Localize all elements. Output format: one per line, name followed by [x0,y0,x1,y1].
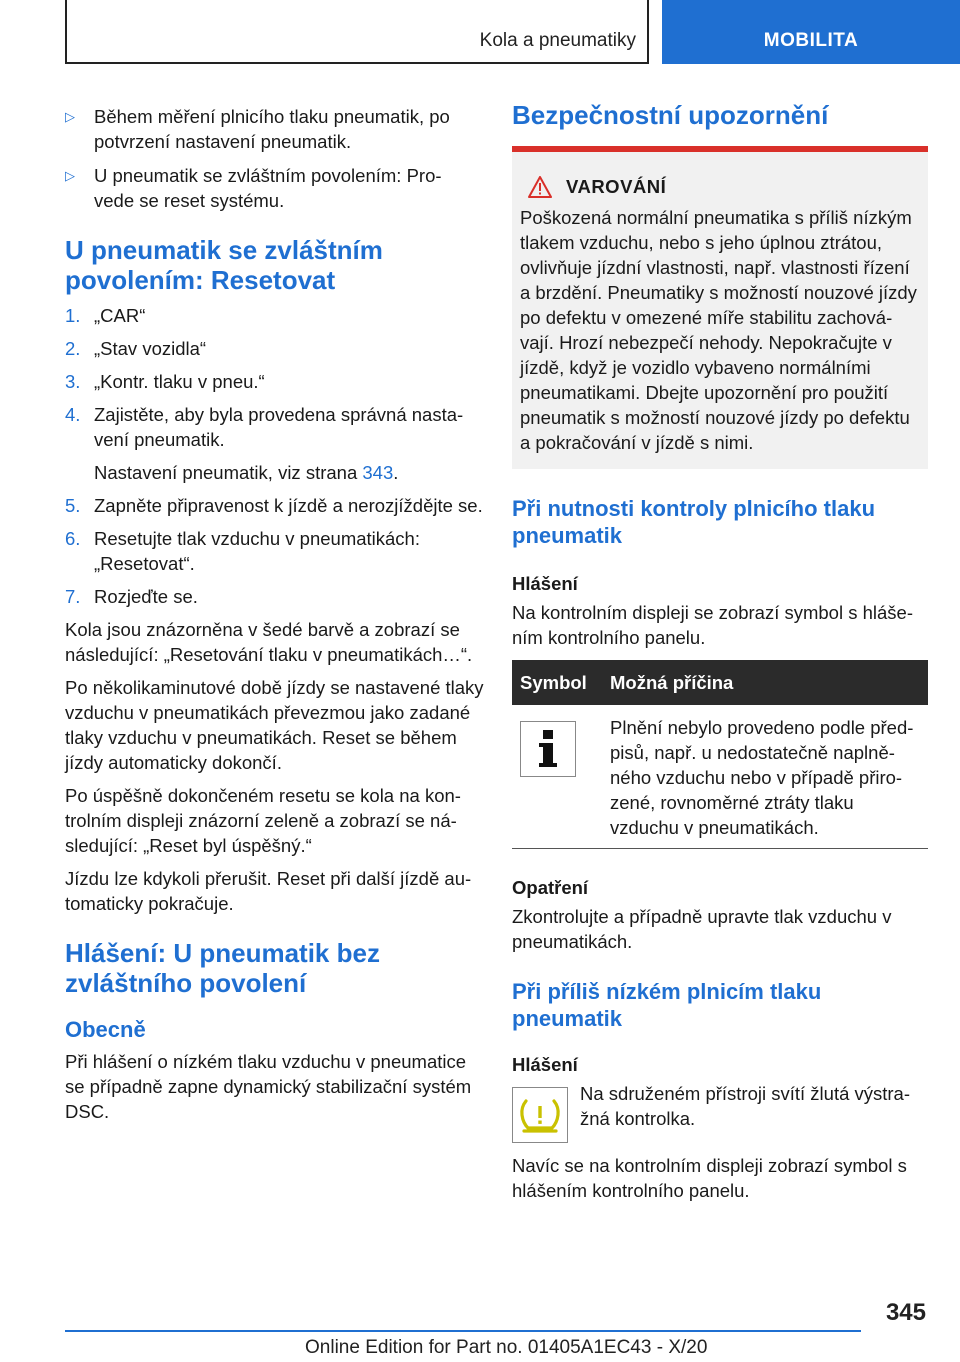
paragraph: Jízdu lze kdykoli přerušit. Reset při další jízdě au- tomaticky pokračuje. [65,868,472,914]
subsection-heading: Při nutnosti kontroly plnicího tlaku pneumatik [512,496,876,548]
footer-rule [65,1330,861,1332]
paragraph: Na kontrolním displeji se zobrazí symbol s hláše- ním kontrolního panelu. [512,602,913,648]
step-item: 4. Zajistěte, aby byla provedena správná nasta- vení pneumatik. Nastavení pneumatik, viz strana 343. [65,402,485,485]
warning-triangle-icon [528,176,552,198]
table-header-symbol: Symbol [512,660,602,705]
paragraph: Po úspěšně dokončeném resetu se kola na kon- trolním displeji znázorní zeleně a zobrazí se ná- sledující: „Reset byl úspěšný.“ [65,785,461,856]
paragraph: Při hlášení o nízkém tlaku vzduchu v pneumatice se případně zapne dynamický stabilizační systém DSC. [65,1051,472,1122]
section-heading: Hlášení: U pneumatik bez zvláštního povolení [65,938,380,998]
header-frame-right [647,0,649,64]
step-item: 6. Resetujte tlak vzduchu v pneumatikách: „Resetovat“. [65,528,420,574]
left-column [65,104,485,1132]
tyre-pressure-warning-icon [512,1087,568,1143]
step-item: 2. „Stav vozidla“ [65,338,207,359]
paragraph: Kola jsou znázorněna v šedé barvě a zobrazí se následující: „Resetování tlaku v pneumatikách…“. [65,619,473,665]
table-cell-cause: Plnění nebylo provedeno podle před- pisů, např. u nedostatečně naplně- ného vzduchu nebo v případě přiro- zené, rovnoměrné ztráty tlaku vzduchu v pneumatikách. [602,705,928,849]
triangle-bullet-icon: ▷ [65,168,75,183]
triangle-bullet-icon: ▷ [65,109,75,124]
warning-title: VAROVÁNÍ [566,176,667,197]
right-column [512,100,928,1211]
header-section-title: Kola a pneumatiky [479,30,636,51]
subsection-heading: Při příliš nízkém plnicím tlaku pneumatik [512,979,822,1031]
symbol-table [512,660,928,849]
page-number: 345 [885,1299,926,1326]
warning-text: Poškozená normální pneumatika s příliš nízkým tlakem vzduchu, nebo s jeho úplnou ztrátou, ovlivňuje jízdní vlastnosti, např. vlastnosti řízení a brzdění. Pneumatiky s možností nouzové jízdy po defektu v omezené míře stabilitu zachová- vají. Hrozí nebezpečí nehody. Nepokračujte v jízdě, když je vozidlo vybaveno normálními pneumatikami. Dbejte upozornění pro použití pneumatik s možností nouzové jízdy po defektu a pokračování v jízdě s nimi. [520,207,917,453]
action-label: Opatření [512,877,589,898]
steps-list [65,303,485,609]
step-item: 5. Zapněte připravenost k jízdě a nerozjíždějte se. [65,495,483,516]
header-frame-left [65,0,67,64]
bullet-item: ▷ U pneumatik se zvláštním povolením: Pro- vede se reset systému. [65,165,442,211]
message-label: Hlášení [512,573,578,594]
paragraph: Navíc se na kontrolním displeji zobrazí symbol s hlášením kontrolního panelu. [512,1155,907,1201]
info-icon [520,721,576,777]
step-note: Nastavení pneumatik, viz strana 343. [94,462,399,483]
step-item: 1. „CAR“ [65,305,146,326]
table-header-cause: Možná příčina [602,660,928,705]
table-row [512,705,928,849]
paragraph: Po několikaminutové době jízdy se nastavené tlaky vzduchu v pneumatikách převezmou jako zadané tlaky vzduchu v pneumatikách. Reset se během jízdy automaticky dokončí. [65,677,484,773]
lamp-text: Na sdruženém přístroji svítí žlutá výstra- žná kontrolka. [580,1083,911,1129]
section-heading: U pneumatik se zvláštním povolením: Resetovat [65,235,383,295]
step-item: 7. Rozjeďte se. [65,586,198,607]
bullet-item: ▷ Během měření plnicího tlaku pneumatik, po potvrzení nastavení pneumatik. [65,106,450,152]
footer-edition: Online Edition for Part no. 01405A1EC43 - X/20 [305,1337,708,1358]
step-item: 3. „Kontr. tlaku v pneu.“ [65,371,265,392]
warning-box [512,152,928,469]
page-reference-link[interactable]: 343 [362,462,394,483]
header-frame-bottom [65,62,649,64]
paragraph: Zkontrolujte a případně upravte tlak vzduchu v pneumatikách. [512,906,892,952]
section-heading: Bezpečnostní upozornění [512,100,829,130]
subsection-heading: Obecně [65,1017,146,1042]
header-chapter-tab: MOBILITA [662,0,960,64]
message-label: Hlášení [512,1054,578,1075]
lamp-note [512,1081,928,1143]
